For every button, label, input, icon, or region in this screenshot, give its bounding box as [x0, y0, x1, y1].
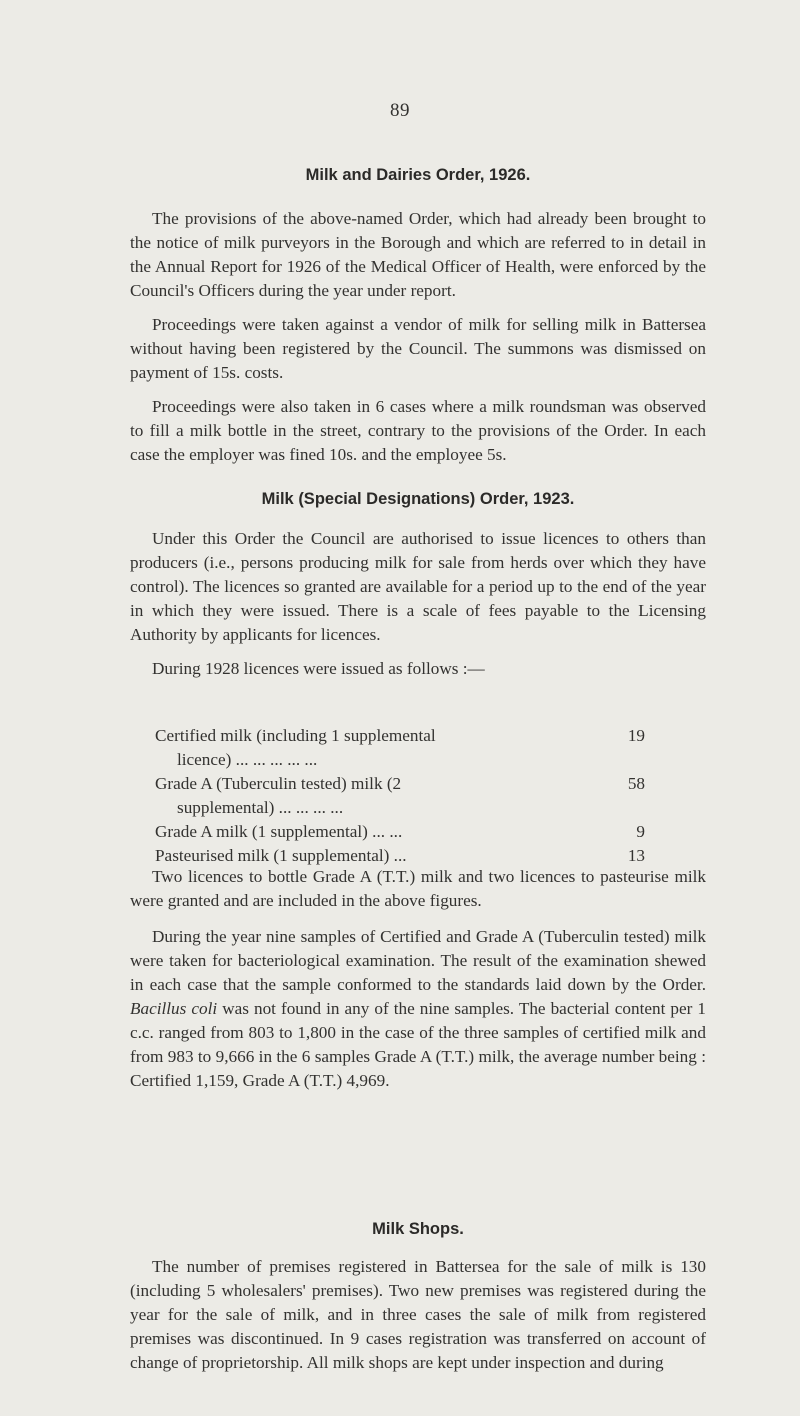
- section-milk-dairies-order: [130, 166, 706, 467]
- italic-organism-name: Bacillus coli: [130, 999, 218, 1018]
- paragraph: Two licences to bottle Grade A (T.T.) milk and two licences to pasteurise milk were granted and are included in the above figures.: [130, 867, 706, 910]
- paragraph-samples: During the year nine samples of Certified and Grade A (Tuberculin tested) milk were taken for bacteriological examination. The result of the examination shewed in each case that the sample conformed to the standards laid down by the Order. Bacillus coli was not found in any of the nine samples. The bacterial content per 1 c.c. ranged from 803 to 1,800 in the case of the three samples of certified milk and from 983 to 9,666 in the 6 samples Grade A (T.T.) milk, the average number being : Certified 1,159, Grade A (T.T.) 4,969.: [130, 927, 707, 1090]
- section-title: Milk and Dairies Order, 1926.: [305, 166, 531, 184]
- licence-label: Grade A milk (1 supplemental) ... ...: [155, 822, 403, 841]
- list-item: [155, 724, 645, 772]
- licence-label: Certified milk (including 1 supplemental: [155, 726, 436, 745]
- licence-count: 9: [636, 822, 645, 841]
- paragraph: The provisions of the above-named Order, which had already been brought to the notice of milk purveyors in the Borough and which are referred to in detail in the Annual Report for 1926 of the Medical Officer of Health, were enforced by the Council's Officers during the year under report.: [130, 209, 706, 300]
- section-special-designations-continued: [130, 865, 706, 1093]
- page-number: 89: [390, 100, 410, 121]
- licence-label-continued: licence) ... ... ... ... ...: [177, 750, 318, 769]
- paragraph: Proceedings were also taken in 6 cases where a milk roundsman was observed to fill a milk bottle in the street, contrary to the provisions of the Order. In each case the employer was fined 10s. and the employee 5s.: [130, 397, 706, 464]
- section-special-designations-order: [130, 490, 706, 681]
- licence-label: Pasteurised milk (1 supplemental) ...: [155, 846, 407, 865]
- list-item: [155, 820, 645, 844]
- section-title: Milk Shops.: [372, 1220, 464, 1238]
- licence-count: 19: [627, 726, 645, 745]
- licence-label-continued: supplemental) ... ... ... ...: [177, 798, 344, 817]
- licence-count: 58: [627, 774, 645, 793]
- list-item: [155, 772, 645, 820]
- licence-list: [155, 724, 645, 868]
- licence-count: 13: [627, 846, 645, 865]
- licence-label: Grade A (Tuberculin tested) milk (2: [155, 774, 402, 793]
- section-milk-shops: [130, 1220, 706, 1375]
- list-intro: During 1928 licences were issued as follows :—: [152, 659, 485, 678]
- section-title: Milk (Special Designations) Order, 1923.: [261, 490, 575, 508]
- paragraph: The number of premises registered in Battersea for the sale of milk is 130 (including 5 wholesalers' premises). Two new premises was registered during the year for the sale of milk, and in three cases the sale of milk from registered premises was discontinued. In 9 cases registration was transferred on account of change of proprietorship. All milk shops are kept under inspection and during: [130, 1257, 706, 1372]
- paragraph: Proceedings were taken against a vendor of milk for selling milk in Battersea without having been registered by the Council. The summons was dismissed on payment of 15s. costs.: [130, 315, 706, 382]
- paragraph: Under this Order the Council are authorised to issue licences to others than producers (i.e., persons producing milk for sale from herds over which they have control). The licences so granted are available for a period up to the end of the year in which they were issued. There is a scale of fees payable to the Licensing Authority by applicants for licences.: [130, 529, 706, 644]
